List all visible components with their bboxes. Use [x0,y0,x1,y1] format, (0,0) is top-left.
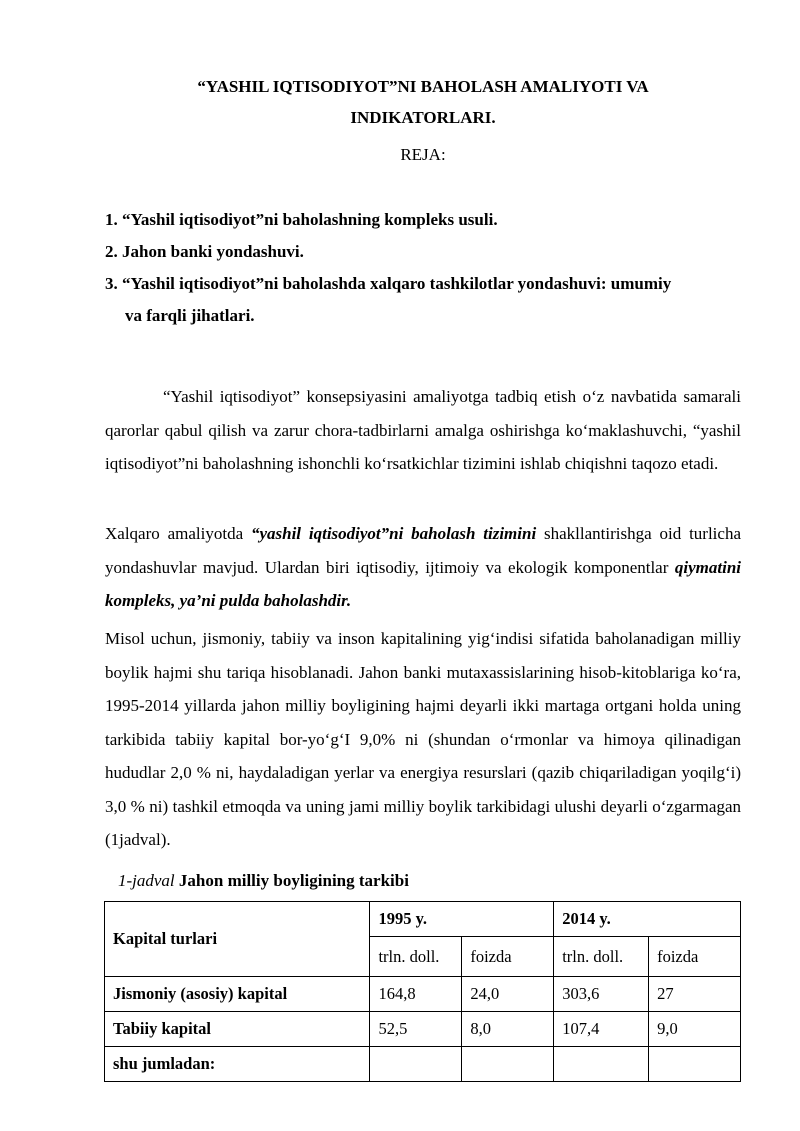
table-row [105,1012,741,1047]
table-number: 1-jadval [118,871,175,890]
paragraph-2 [105,517,741,618]
cell-percent-2014: 9,0 [649,1012,741,1047]
paragraph-2-emphasis-2: qiymatini kompleks, ya’ni pulda baholashdir. [105,557,741,610]
plan-item-3-line-2: va farqli jihatlari. [125,306,255,325]
plan-item-3-line-1: 3. “Yashil iqtisodiyot”ni baholashda xalqaro tashkilotlar yondashuvi: umumiy [105,274,672,293]
header-year-2014: 2014 y. [554,902,741,937]
cell-value-2014 [554,1047,649,1082]
cell-value-2014: 107,4 [554,1012,649,1047]
cell-percent-1995: 8,0 [462,1012,554,1047]
table-header-row-1 [105,902,741,937]
header-unit-trln-2014: trln. doll. [554,937,649,977]
cell-percent-1995 [462,1047,554,1082]
paragraph-1 [105,380,741,481]
paragraph-1-text: “Yashil iqtisodiyot” konsepsiyasini amaliyotga tadbiq etish o‘z navbatida samarali qarorlar qabul qilish va zarur chora-tadbirlarni amalga oshirishga ko‘maklashuvchi, “yashil iqtisodiyot”ni baholashning ishonchli ko‘rsatkichlar tizimini ishlab chiqishni taqozo etadi. [105,387,741,473]
capital-table [104,901,741,1082]
title-line-1: “YASHIL IQTISODIYOT”NI BAHOLASH AMALIYOTI VA [197,77,649,96]
plan-heading: REJA: [400,145,446,164]
title-line-2: INDIKATORLARI. [350,108,496,127]
table-row [105,977,741,1012]
cell-percent-2014 [649,1047,741,1082]
header-year-1995: 1995 y. [370,902,554,937]
cell-value-1995: 52,5 [370,1012,462,1047]
plan-list [105,204,741,332]
paragraph-2-emphasis-1: “yashil iqtisodiyot”ni baholash tizimini [250,524,537,543]
row-label: shu jumladan: [105,1047,370,1082]
cell-percent-2014: 27 [649,977,741,1012]
header-unit-percent-2014: foizda [649,937,741,977]
cell-value-1995 [370,1047,462,1082]
header-unit-percent-1995: foizda [462,937,554,977]
row-label: Tabiiy kapital [105,1012,370,1047]
plan-item-3 [105,268,741,332]
plan-item-1: 1. “Yashil iqtisodiyot”ni baholashning kompleks usuli. [105,210,498,229]
cell-value-1995: 164,8 [370,977,462,1012]
cell-percent-1995: 24,0 [462,977,554,1012]
paragraph-3: Misol uchun, jismoniy, tabiiy va inson kapitalining yig‘indisi sifatida baholanadigan milliy boylik hajmi shu tariqa hisoblanadi. Jahon banki mutaxassislarining hisob-kitoblariga ko‘ra, 1995-2014 yillarda jahon milliy boyligining hajmi deyarli ikki martaga ortgani holda uning tarkibida tabiiy kapital bor-yo‘g‘I 9,0% ni (shundan o‘rmonlar va himoya qilinadigan hududlar 2,0 % ni, haydaladigan yerlar va energiya resurslari (qazib chiqariladigan yoqilg‘i) 3,0 % ni) tashkil etmoqda va uning jami milliy boylik tarkibidagi ulushi deyarli o‘zgarmagan (1jadval). [105,629,741,849]
document-title [105,72,741,134]
cell-value-2014: 303,6 [554,977,649,1012]
header-capital-types: Kapital turlari [105,902,370,977]
table-name: Jahon milliy boyligining tarkibi [178,871,409,890]
paragraph-2-part-c: shakllantirishga oid turlicha yondashuvlar mavjud. Ulardan biri iqtisodiy, ijtimoiy va ekologik komponentlar [105,524,741,577]
table-row [105,1047,741,1082]
row-label: Jismoniy (asosiy) kapital [105,977,370,1012]
header-unit-trln-1995: trln. doll. [370,937,462,977]
table-caption [118,866,409,896]
paragraph-2-part-a: Xalqaro amaliyotda [105,524,251,543]
plan-item-2: 2. Jahon banki yondashuvi. [105,242,304,261]
